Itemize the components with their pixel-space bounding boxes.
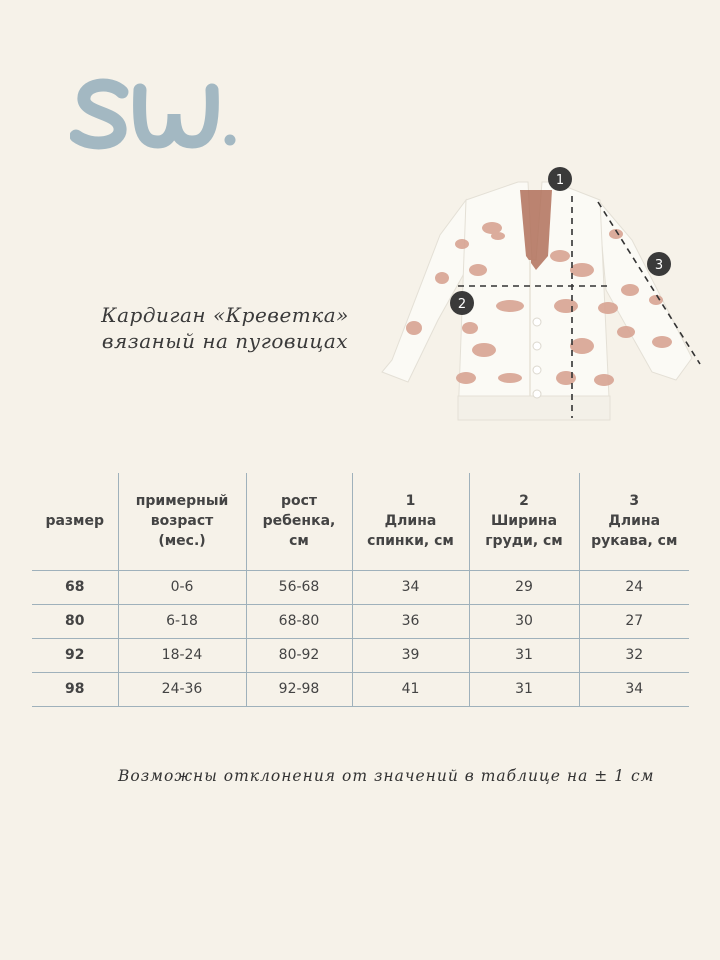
- cell-age: 6-18: [118, 604, 246, 638]
- cell-age: 0-6: [118, 570, 246, 604]
- cell-back-length: 39: [352, 638, 469, 672]
- cell-height: 68-80: [246, 604, 352, 638]
- cell-size: 92: [65, 647, 85, 663]
- table-header-row: [32, 473, 689, 570]
- cell-chest-width: 31: [469, 638, 579, 672]
- cell-height: 92-98: [246, 672, 352, 706]
- product-title-line-1: Кардиган «Креветка»: [101, 303, 349, 327]
- cell-back-length: 41: [352, 672, 469, 706]
- cell-chest-width: 31: [469, 672, 579, 706]
- cell-back-length: 34: [352, 570, 469, 604]
- product-title-line-2: вязаный на пуговицах: [101, 329, 349, 353]
- marker-1: [548, 167, 572, 191]
- cell-chest-width: 30: [469, 604, 579, 638]
- cell-size: 80: [65, 613, 85, 629]
- brand-logo: [70, 70, 240, 160]
- cell-size: 68: [65, 579, 85, 595]
- cell-chest-width: 29: [469, 570, 579, 604]
- header-age: примерный возраст (мес.): [118, 473, 246, 570]
- cell-height: 56-68: [246, 570, 352, 604]
- marker-3-label: 3: [654, 258, 664, 273]
- size-table: [32, 473, 689, 707]
- header-back-length: 1 Длина спинки, см: [352, 473, 469, 570]
- cell-sleeve-length: 32: [579, 638, 689, 672]
- table-row: [32, 570, 689, 604]
- cell-size: 98: [65, 681, 85, 697]
- header-size: размер: [45, 513, 105, 530]
- table-row: [32, 672, 689, 706]
- product-title: [80, 302, 370, 354]
- cardigan-illustration: [370, 160, 710, 430]
- cell-sleeve-length: 27: [579, 604, 689, 638]
- marker-2: [450, 291, 474, 315]
- header-chest-width: 2 Ширина груди, см: [469, 473, 579, 570]
- marker-3: [647, 252, 671, 276]
- header-height: рост ребенка, см: [246, 473, 352, 570]
- cell-height: 80-92: [246, 638, 352, 672]
- header-sleeve-length: 3 Длина рукава, см: [579, 473, 689, 570]
- cell-age: 18-24: [118, 638, 246, 672]
- table-row: [32, 604, 689, 638]
- tolerance-note: Возможны отклонения от значений в таблице на ± 1 см: [118, 767, 655, 785]
- cell-age: 24-36: [118, 672, 246, 706]
- marker-1-label: 1: [555, 173, 565, 188]
- cell-sleeve-length: 24: [579, 570, 689, 604]
- cell-sleeve-length: 34: [579, 672, 689, 706]
- table-row: [32, 638, 689, 672]
- cell-back-length: 36: [352, 604, 469, 638]
- marker-2-label: 2: [457, 297, 467, 312]
